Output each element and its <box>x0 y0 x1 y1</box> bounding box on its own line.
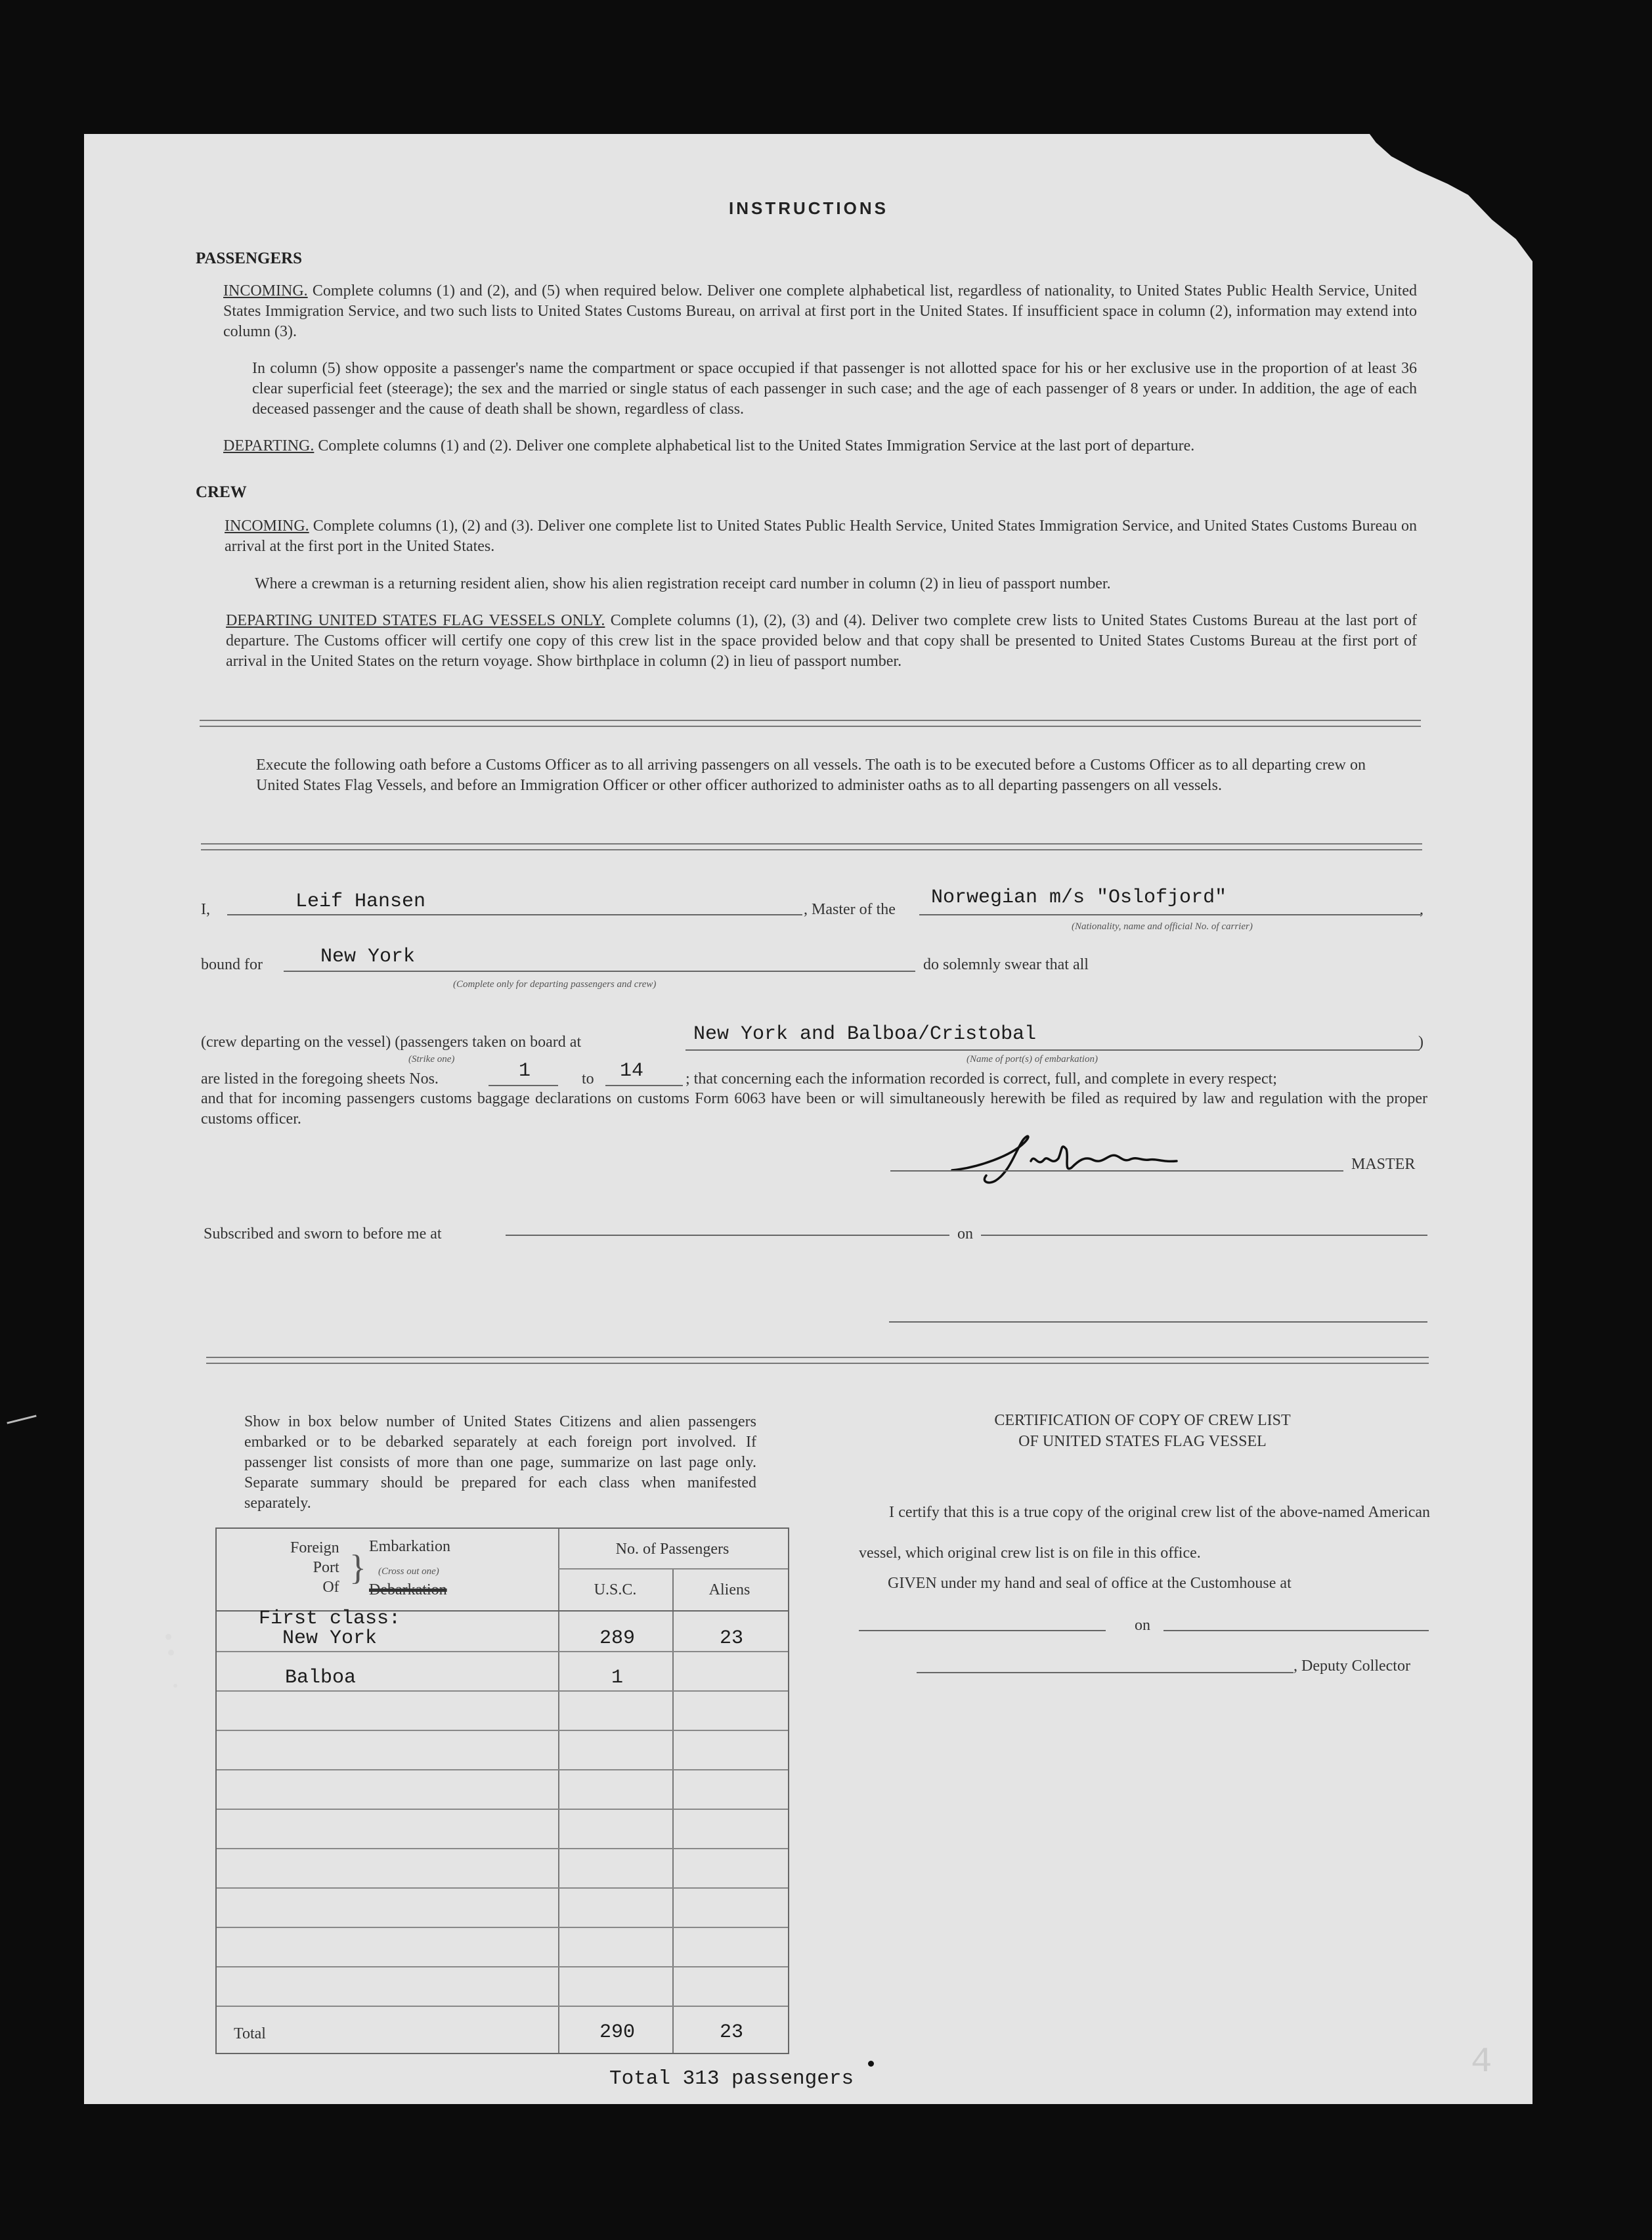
baggage-text: and that for incoming passengers customs baggage declarations on customs Form 6063 have been or will simultaneously herewith be filed as required by law and regulation with the proper customs officer. <box>201 1090 1427 1128</box>
passengers-incoming-label: INCOMING. <box>223 282 308 299</box>
crew-departing-text: Complete columns (1), (2), (3) and (4). Deliver two complete crew lists to United States Customs Bureau at the last port of departure. The Customs officer will certify one copy of this crew list in the space provided below and that copy shall be presented to United States Customs Bureau at the first port of arrival in the United States on the return voyage. Show birthplace in column (2) in lieu of passport number. <box>226 612 1417 670</box>
master-signature <box>932 1130 1248 1189</box>
table-row-port: Balboa <box>285 1667 357 1689</box>
brace: } <box>349 1548 366 1587</box>
total-usc: 290 <box>599 2021 635 2044</box>
officer-signature-line <box>889 1321 1427 1323</box>
bound-field: New York <box>320 946 416 968</box>
margin-mark <box>165 1634 171 1640</box>
row-divider <box>558 1568 788 1570</box>
vessel-line <box>919 914 1421 915</box>
table-row-usc: 289 <box>599 1627 635 1650</box>
strike-caption: (Strike one) <box>408 1054 455 1065</box>
subscribed-on-label: on <box>957 1225 973 1242</box>
usc-header: U.S.C. <box>594 1581 637 1598</box>
of-label: Of <box>322 1579 339 1596</box>
passengers-column5-paragraph: In column (5) show opposite a passenger's name the compartment or space occupied if that passenger is not allotted space for his or her exclusive use in the proportion of at least 36 clear superficial feet (steerage); the sex and the married or single status of each passenger in such case; and the age of each passenger of 8 years or under. In addition, the age of each deceased passenger and the cause of death shall be shown, regardless of class. <box>252 360 1417 418</box>
bound-line <box>284 971 915 972</box>
table-row-aliens: 23 <box>719 1627 743 1650</box>
column-divider <box>672 1568 674 2053</box>
margin-mark <box>173 1684 177 1688</box>
row-divider <box>217 1809 788 1810</box>
divider <box>201 843 1422 850</box>
row-divider <box>217 2006 788 2007</box>
crew-incoming-label: INCOMING. <box>225 517 309 535</box>
aliens-header: Aliens <box>708 1581 750 1598</box>
grand-total: Total 313 passengers <box>609 2067 854 2090</box>
crew-departing-label: DEPARTING UNITED STATES FLAG VESSELS ONLY. <box>226 612 605 629</box>
margin-mark <box>7 1415 36 1424</box>
row-divider <box>217 1887 788 1889</box>
row-divider <box>217 1927 788 1928</box>
passengers-heading: PASSENGERS <box>196 250 303 267</box>
to-label: to <box>582 1070 594 1087</box>
master-name-line <box>227 914 802 915</box>
foreign-label: Foreign <box>290 1539 339 1556</box>
embark-field: New York and Balboa/Cristobal <box>693 1023 1037 1045</box>
vessel-caption: (Nationality, name and official No. of carrier) <box>1072 921 1253 932</box>
deputy-signature-line <box>917 1672 1293 1673</box>
table-row-usc: 1 <box>611 1667 623 1689</box>
certification-heading-2: OF UNITED STATES FLAG VESSEL <box>1018 1433 1267 1450</box>
passengers-departing-text: Complete columns (1) and (2). Deliver one complete alphabetical list to the United States Immigration Service at the last port of departure. <box>318 437 1195 454</box>
passengers-incoming-text: Complete columns (1) and (2), and (5) when required below. Deliver one complete alphabetical list, regardless of nationality, to United States Public Health Service, United States Immigration Service, and two such lists to United States Customs Bureau, on arrival at first port in the United States. If insufficient space in column (2), information may extend into column (3). <box>223 282 1418 340</box>
row-divider <box>217 1769 788 1770</box>
close-paren: ) <box>1418 1034 1424 1051</box>
cross-out-caption: (Cross out one) <box>378 1566 439 1577</box>
debarkation-label-struck: Debarkation <box>369 1581 447 1598</box>
certification-text: I certify that this is a true copy of the original crew list of the above-named American vessel, which original crew list is on file in this office. <box>859 1504 1430 1562</box>
bound-label: bound for <box>201 956 263 973</box>
margin-mark <box>868 2061 874 2067</box>
row-divider <box>217 1730 788 1731</box>
row-divider <box>217 1848 788 1849</box>
master-label: MASTER <box>1351 1156 1416 1173</box>
crew-departing-paragraph <box>226 611 1417 672</box>
subscribed-date-line <box>981 1235 1427 1236</box>
certification-heading-1: CERTIFICATION OF COPY OF CREW LIST <box>994 1412 1291 1429</box>
total-aliens: 23 <box>719 2021 743 2044</box>
certification-date-line <box>1163 1630 1429 1631</box>
bound-caption: (Complete only for departing passengers and crew) <box>453 979 657 990</box>
subscribed-label: Subscribed and sworn to before me at <box>204 1225 442 1242</box>
sheet-to-field: 14 <box>620 1060 644 1082</box>
margin-mark <box>168 1650 174 1656</box>
table-row-port: First class: <box>259 1608 401 1630</box>
divider <box>206 1357 1429 1364</box>
concerning-text: ; that concerning each the information recorded is correct, full, and complete in every respect; <box>685 1070 1277 1087</box>
passenger-summary-table <box>215 1527 789 2054</box>
crew-incoming-paragraph <box>225 516 1417 557</box>
foreign-port-of-label <box>290 1538 339 1597</box>
row-divider <box>217 1966 788 1967</box>
page-title: INSTRUCTIONS <box>729 198 888 218</box>
crew-resident-paragraph: Where a crewman is a returning resident alien, show his alien registration receipt card number in column (2) in lieu of passport number. <box>255 575 1111 592</box>
certification-on-label: on <box>1135 1617 1150 1634</box>
certification-given: GIVEN under my hand and seal of office at the Customhouse at <box>888 1575 1292 1592</box>
crew-departing-label: (crew departing on the vessel) (passengers taken on board at <box>201 1034 582 1051</box>
port-label: Port <box>313 1559 339 1576</box>
passengers-departing-label: DEPARTING. <box>223 437 315 454</box>
signature-line <box>890 1170 1343 1172</box>
total-label: Total <box>234 2025 266 2042</box>
sheet-to-line <box>605 1085 683 1086</box>
passengers-departing-paragraph <box>223 436 1417 456</box>
page-number-mark: 4 <box>1471 2042 1492 2082</box>
crew-heading: CREW <box>196 483 247 501</box>
row-divider <box>217 1651 788 1652</box>
swear-label: do solemnly swear that all <box>923 956 1089 973</box>
subscribed-place-line <box>506 1235 949 1236</box>
vessel-comma: , <box>1420 901 1424 918</box>
crew-incoming-text: Complete columns (1), (2) and (3). Deliver one complete list to United States Public Health Service, United States Immigration Service, and United States Customs Bureau on arrival at the first port in the United States. <box>225 517 1417 555</box>
listed-label: are listed in the foregoing sheets Nos. <box>201 1070 439 1087</box>
divider <box>200 720 1421 727</box>
table-row-port: New York <box>282 1627 378 1650</box>
column-divider <box>558 1529 559 2053</box>
oath-instructions: Execute the following oath before a Customs Officer as to all arriving passengers on all vessels. The oath is to be executed before a Customs Officer as to all departing crew on United States Flag Vessels, and before an Immigration Officer or other officer authorized to administer oaths as to all departing passengers on all vessels. <box>256 757 1366 794</box>
embarkation-label: Embarkation <box>369 1538 450 1555</box>
customhouse-line <box>859 1630 1106 1631</box>
box-instructions: Show in box below number of United States Citizens and alien passengers embarked or to be debarked separately at each foreign port involved. If passenger list consists of more than one page, summarize on last page only. Separate summary should be prepared for each class when manifested separately. <box>244 1413 756 1512</box>
ports-caption: (Name of port(s) of embarkation) <box>967 1054 1098 1065</box>
master-name-field: Leif Hansen <box>295 890 426 913</box>
oath-i-label: I, <box>201 901 210 918</box>
deputy-collector-label: , Deputy Collector <box>1293 1658 1410 1675</box>
sheet-from-line <box>489 1085 558 1086</box>
sheet-from-field: 1 <box>519 1060 531 1082</box>
passengers-incoming-paragraph <box>223 281 1417 342</box>
no-passengers-header: No. of Passengers <box>615 1541 729 1558</box>
row-divider <box>217 1690 788 1692</box>
master-of-label: , Master of the <box>804 901 896 918</box>
vessel-field: Norwegian m/s "Oslofjord" <box>931 887 1227 909</box>
